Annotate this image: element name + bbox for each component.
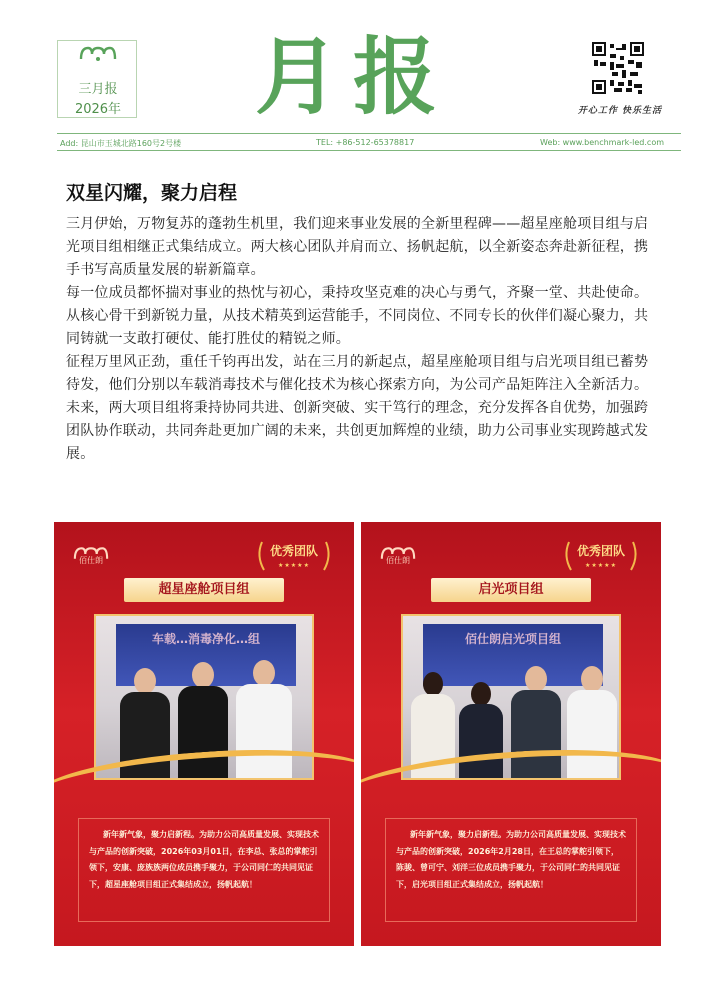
company-logo-icon [78,45,118,63]
issue-month: 三月报 [78,82,118,97]
excellent-team-badge [254,536,334,576]
article-headline: 双星闪耀，聚力启程 [66,182,238,204]
brand-logo-box [57,40,137,118]
card-company-name: 佰仕朗 [386,556,410,565]
issue-year: 2026年 [74,102,122,117]
screen-text: 佰仕朗启光项目组 [464,632,561,646]
article-paragraph: 三月伊始，万物复苏的蓬勃生机里，我们迎来事业发展的全新里程碑——超星座舱项目组与启光项目组相继正式集结成立。两大核心团队并肩而立、扬帆起航，以全新姿态奔赴新征程，携手书写高质量发展的崭新篇章。 [66,216,649,278]
team-poster-card [361,522,661,946]
badge-label: 优秀团队 [269,544,318,558]
company-logo-icon [72,536,110,572]
article-paragraph: 征程万里风正劲，重任千钧再出发，站在三月的新起点，超星座舱项目组与启光项目组已蓄势待发，他们分别以车载消毒技术与催化技术为核心探索方向，为公司产品矩阵注入全新活力。未来，两大项目组将秉持协同共进、创新突破、实干笃行的理念，充分发挥各自优势，加强跨团队协作联动，共同奔赴更加广阔的未来，共创更加辉煌的业绩，助力公司事业实现跨越式发展。 [66,354,649,462]
team-poster-card [54,522,354,946]
article-body [66,213,662,466]
team-title-ribbon: 启光项目组 [431,578,591,602]
slogan: 开心工作 快乐生活 [577,106,663,116]
qr-code-icon [592,42,644,94]
card-caption: 新年新气象，聚力启新程。为助力公司高质量发展、实现技术与产品的创新突破，2026年03月01日，在李总、张总的掌舵引领下，安康、庞族族两位成员携手聚力，于公司同仁的共同见证下，超星座舱项目组正式集结成立，扬帆起航！ [89,830,319,889]
card-caption: 新年新气象，聚力启新程。为助力公司高质量发展、实现技术与产品的创新突破，2026年2月28日，在王总的掌舵引领下，陈骏、曾可宁、刘洋三位成员携手聚力，于公司同仁的共同见证下，启光项目组正式集结成立，扬帆起航！ [396,830,626,889]
company-website[interactable]: Web: www.benchmark-led.com [540,138,665,147]
card-company-name: 佰仕朗 [79,556,103,565]
article-paragraph: 每一位成员都怀揣对事业的热忱与初心，秉持攻坚克难的决心与勇气，齐聚一堂、共赴使命。从核心骨干到新锐力量，从技术精英到运营能手，不同岗位、不同专长的伙伴们凝心聚力，共同铸就一支敢打硬仗、能打胜仗的精锐之师。 [66,285,649,347]
company-phone: TEL: +86-512-65378817 [316,138,415,147]
screen-text: 车载…消毒净化…组 [151,632,260,646]
badge-label: 优秀团队 [576,544,625,558]
excellent-team-badge [561,536,641,576]
header-rule-top [57,133,681,134]
header-rule-bottom [57,150,681,151]
caption-box [385,818,637,922]
star-rating-icon: ★★★★★ [585,562,617,569]
company-address: Add: 昆山市玉城北路160号2号楼 [60,139,182,148]
masthead-title: 月报 [255,27,452,126]
star-rating-icon: ★★★★★ [278,562,310,569]
company-logo-icon [379,536,417,572]
caption-box [78,818,330,922]
team-title-ribbon: 超星座舱项目组 [124,578,284,602]
